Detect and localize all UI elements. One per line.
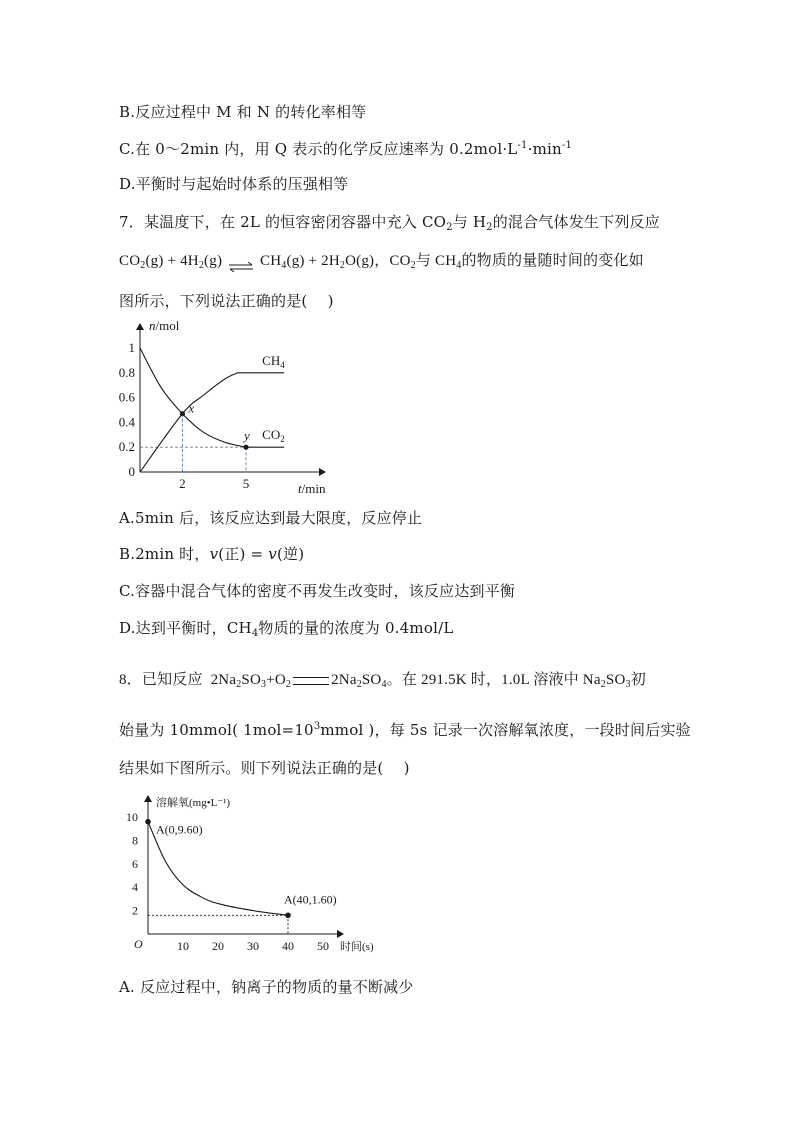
x-tick-label: 30 xyxy=(247,939,259,953)
point-y xyxy=(243,445,248,450)
x-tick-label: 5 xyxy=(242,476,250,491)
question-7-stem-end: 图所示，下列说法正确的是( ) xyxy=(119,292,334,310)
point-a-0 xyxy=(145,819,151,825)
q7-option-a: A.5min 后，该反应达到最大限度，反应停止 xyxy=(119,509,423,527)
point-x xyxy=(180,411,185,416)
y-axis-label: n/mol xyxy=(149,318,180,333)
q7-option-d: D.达到平衡时，$CH_4$物质的量的浓度为 0.4mol/L xyxy=(119,619,454,639)
q7-option-c: C.容器中混合气体的密度不再发生改变时，该反应达到平衡 xyxy=(119,582,516,600)
x-tick-label: 40 xyxy=(282,939,294,953)
y-tick-label: 6 xyxy=(132,856,138,871)
y-tick-label: 10 xyxy=(126,810,138,824)
origin-label: O xyxy=(134,937,143,951)
x-axis-label: t/min xyxy=(298,481,326,496)
x-tick-label: 50 xyxy=(317,939,329,953)
x-tick-label: 20 xyxy=(212,939,224,953)
option-c-prev: C.在 0～2min 内，用 Q 表示的化学反应速率为 $0.2mol\cdot L^{-1}\cdot\min^{-1}$ xyxy=(119,140,573,158)
x-tick-label: 2 xyxy=(179,476,186,491)
y-tick-label: 2 xyxy=(132,903,138,918)
chart-n-vs-t xyxy=(115,316,345,501)
point-label-a-0: A(0,9.60) xyxy=(156,822,203,837)
y-tick-label: 4 xyxy=(132,880,138,895)
y-tick-label: 0.2 xyxy=(118,439,135,455)
y-tick-label: 0.6 xyxy=(118,389,135,405)
question-8-stem-3: 结果如下图所示。则下列说法正确的是( ) xyxy=(119,759,410,777)
q7-option-b: B.2min 时，v(正) = v(逆) xyxy=(119,545,305,563)
reaction-equals-icon xyxy=(293,677,329,685)
q8-option-a: A. 反应过程中，钠离子的物质的量不断减少 xyxy=(119,978,414,996)
point-label-y: y xyxy=(244,428,250,444)
equilibrium-arrow-icon xyxy=(228,257,254,267)
question-8-stem: 8．已知反应 $2Na_2SO_3+O_2$ $2Na_2SO_4$。在 291.5K 时，1.0L 溶液中 $Na_2SO_3$初 xyxy=(119,672,646,690)
option-b-prev: B.反应过程中 M 和 N 的转化率相等 xyxy=(119,103,367,121)
point-a-1 xyxy=(285,912,291,918)
question-7-stem: 7．某温度下，在 2L 的恒容密闭容器中充入 $CO_2$与 $H_2$的混合气体发生下列反应 xyxy=(119,213,660,233)
y-tick-label: 0.8 xyxy=(118,364,135,380)
y-axis-label: 溶解氧(mg•L⁻¹) xyxy=(156,797,231,809)
x-tick-label: 10 xyxy=(177,939,189,953)
series-label-co2: $CO_2$ xyxy=(262,427,285,445)
point-label-a-1: A(40,1.60) xyxy=(284,892,337,907)
chart-dissolved-oxygen xyxy=(118,790,408,960)
question-7-equation: $CO_2(g) + 4H_2(g) CH_4(g) + 2H_2O(g)$，$CO_2$与 $CH_4$的物质的量随时间的变化如 xyxy=(119,253,644,271)
option-d-prev: D.平衡时与起始时体系的压强相等 xyxy=(119,175,349,193)
x-axis-label: 时间(s) xyxy=(340,941,374,953)
point-label-x: x xyxy=(188,400,195,416)
y-tick-label: 8 xyxy=(132,833,138,848)
y-tick-label: 1 xyxy=(128,340,135,355)
y-tick-label: 0.4 xyxy=(118,414,135,430)
question-8-stem-2: 始量为 10mmol( $1mol=10^3mmol$ )，每 5s 记录一次溶解氧浓度，一段时间后实验 xyxy=(119,721,691,739)
y-tick-label: 0 xyxy=(128,464,135,479)
series-label-ch4: $CH_4$ xyxy=(262,352,285,370)
